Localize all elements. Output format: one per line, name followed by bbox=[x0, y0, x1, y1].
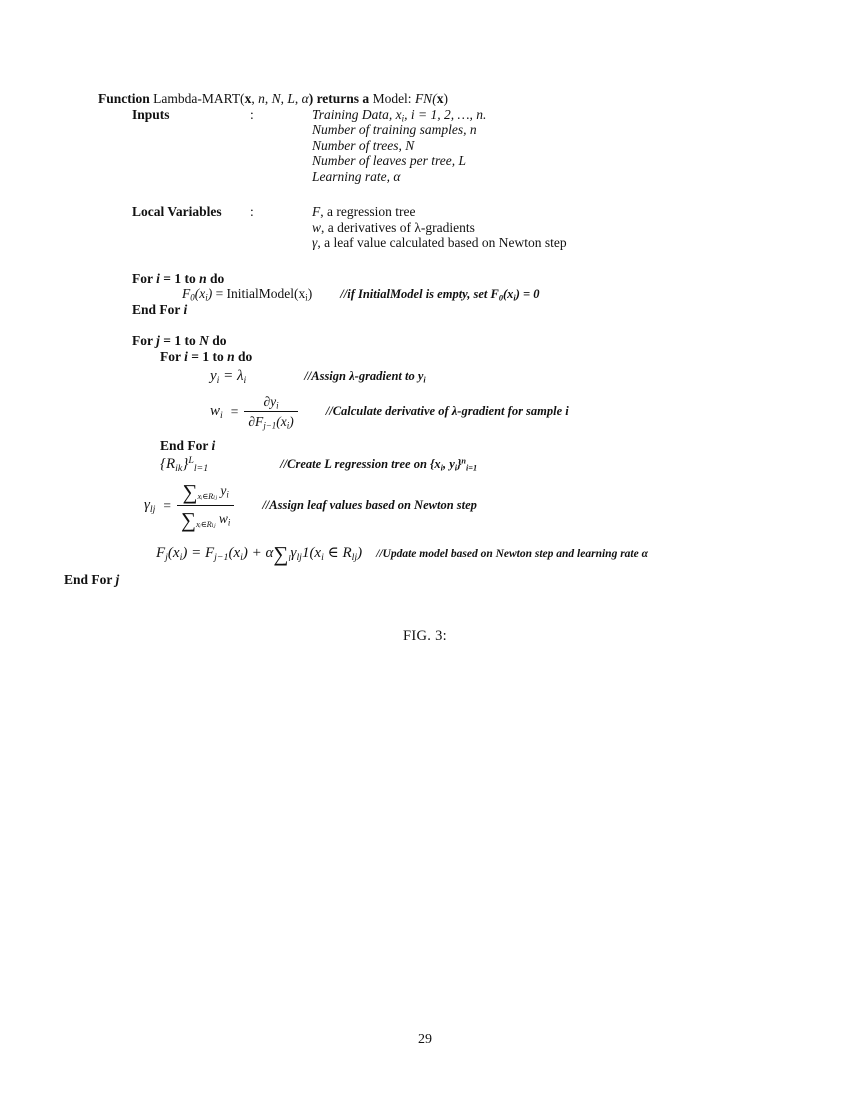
gamma-den-sub: xᵢ∈Rₗⱼ bbox=[196, 519, 216, 529]
return-arg-x: x bbox=[436, 91, 444, 106]
loop1-arg-sub: i bbox=[205, 292, 208, 303]
region-set bbox=[160, 454, 209, 474]
loop1-arg-close: ) bbox=[207, 286, 213, 301]
update-arg-close: ) bbox=[182, 545, 188, 562]
lambda-assign-comment bbox=[246, 369, 425, 383]
gamma-den-term: w bbox=[218, 510, 228, 526]
input-item-1: Number of training samples, n bbox=[312, 122, 477, 137]
inner-endfor-kw: End For bbox=[160, 438, 212, 454]
update-alpha: α bbox=[265, 545, 274, 562]
update-gamma-sub: lj bbox=[296, 551, 302, 563]
loop1-comment-sub: 0 bbox=[498, 293, 503, 303]
loop2-var-j: j bbox=[156, 333, 160, 348]
loop1-range: = 1 to bbox=[159, 270, 200, 286]
loop1-eq-close: ) bbox=[307, 286, 313, 301]
gamma-lhs bbox=[144, 498, 161, 513]
localvars-colon: : bbox=[250, 204, 254, 219]
region-set-sub: ik bbox=[175, 462, 183, 474]
gamma-line bbox=[98, 480, 798, 532]
figure-caption: FIG. 3: bbox=[403, 628, 447, 644]
loop2-inner-for-kw: For bbox=[160, 348, 185, 364]
sep-2: , bbox=[264, 91, 272, 106]
loop1-assign-expr bbox=[182, 286, 212, 301]
update-rhs-close: ) bbox=[242, 545, 248, 562]
inputs-colon-spacer-2 bbox=[250, 139, 312, 153]
derivative-equals: = bbox=[230, 403, 239, 419]
return-type: FN( bbox=[414, 91, 437, 106]
assign-y-sub: i bbox=[216, 374, 220, 386]
loop1-bound-n: n bbox=[199, 270, 207, 286]
gamma-lhs-sub: lj bbox=[149, 503, 156, 515]
inputs-row-3 bbox=[98, 154, 798, 168]
assign-eq: = bbox=[219, 368, 238, 384]
derivative-lhs bbox=[210, 404, 229, 419]
input-item-0 bbox=[312, 108, 486, 122]
tree-comment-sub2: i bbox=[454, 463, 458, 473]
inputs-colon-spacer-4 bbox=[250, 170, 312, 184]
function-signature-line bbox=[98, 92, 798, 106]
loop1-end bbox=[98, 303, 798, 317]
update-sigma: ∑ bbox=[273, 541, 289, 566]
deriv-num-partial-y: ∂y bbox=[263, 394, 277, 409]
update-gamma: γ bbox=[290, 545, 297, 562]
loop1-comment-mid: (x bbox=[502, 287, 514, 301]
input-item-4: Learning rate, α bbox=[312, 168, 401, 184]
gamma-fraction bbox=[177, 480, 234, 532]
update-rhs-arg-sub: i bbox=[240, 551, 243, 563]
update-F: F bbox=[156, 545, 166, 562]
model-label: Model: bbox=[372, 91, 412, 106]
inputs-row-1 bbox=[98, 123, 798, 137]
loop1-F: F bbox=[182, 286, 191, 301]
algorithm-listing bbox=[64, 91, 798, 588]
assign-y: y bbox=[210, 368, 217, 384]
loop2-inner-var-i: i bbox=[184, 348, 188, 364]
loop1-var-i: i bbox=[156, 270, 160, 286]
deriv-den-close: ) bbox=[289, 413, 294, 429]
localvars-label: Local Variables bbox=[132, 204, 222, 219]
loop1-endfor-var: i bbox=[183, 301, 188, 317]
param-x: x bbox=[244, 91, 252, 106]
localvars-label-spacer bbox=[132, 221, 250, 235]
update-ind-sub: i bbox=[321, 551, 324, 563]
loop1-header bbox=[98, 272, 798, 286]
tree-comment-sup: n bbox=[461, 456, 467, 466]
tree-comment-pre: //Create L regression tree on {x bbox=[280, 456, 441, 471]
localvars-row-1 bbox=[98, 221, 798, 235]
input-item-0-tail: , i = 1, 2, …, n. bbox=[404, 106, 487, 122]
spacer-after-inputs bbox=[98, 185, 798, 205]
deriv-den-partial-F: ∂F bbox=[248, 413, 264, 429]
loop2-inner-bound-n: n bbox=[227, 348, 235, 364]
loop2-endfor-kw: End For bbox=[64, 571, 116, 587]
assign-lambda-sub: i bbox=[243, 374, 247, 386]
lambda-comment-sub: i bbox=[423, 375, 426, 385]
assign-lambda: λ bbox=[237, 368, 244, 384]
deriv-den-sub: j−1 bbox=[263, 420, 277, 430]
loop2-inner-do-kw: do bbox=[234, 348, 253, 364]
localvars-colon-spacer bbox=[250, 221, 312, 235]
inputs-label-spacer-2 bbox=[132, 139, 250, 153]
gamma-numerator bbox=[177, 480, 234, 506]
gamma-num-term-sub: i bbox=[226, 489, 229, 500]
tree-comment-sub1: i bbox=[440, 463, 443, 473]
lambda-assign-line bbox=[98, 369, 798, 384]
param-N: N bbox=[271, 91, 281, 106]
gamma-num-term: y bbox=[220, 482, 227, 498]
update-rhs-sub: j−1 bbox=[214, 551, 229, 563]
loop2-inner-range: = 1 to bbox=[187, 348, 228, 364]
update-arg-sub: i bbox=[179, 551, 183, 563]
localvar-1-var: w bbox=[312, 219, 322, 235]
update-comment: //Update model based on Newton step and learning rate α bbox=[376, 547, 648, 560]
tree-comment-bottom: i=1 bbox=[466, 463, 478, 473]
derivative-denominator bbox=[244, 412, 297, 430]
loop1-arg-open: (x bbox=[194, 286, 206, 301]
deriv-den-arg-sub: i bbox=[286, 420, 290, 430]
loop2-endfor-var: j bbox=[115, 571, 120, 587]
deriv-w: w bbox=[210, 403, 221, 420]
update-F-sub: j bbox=[165, 551, 168, 563]
derivative-fraction bbox=[244, 394, 297, 429]
inputs-row-2 bbox=[98, 139, 798, 153]
regression-tree-comment bbox=[208, 458, 477, 471]
localvars-row-0 bbox=[98, 205, 798, 219]
inputs-label-spacer-3 bbox=[132, 154, 250, 168]
gamma-denominator bbox=[177, 506, 234, 532]
loop1-initialmodel bbox=[212, 286, 312, 301]
gamma-num-sub: xᵢ∈Rₗⱼ bbox=[197, 491, 217, 501]
deriv-den-arg: (x bbox=[276, 413, 287, 429]
loop1-eq-sub: i bbox=[305, 292, 308, 303]
derivative-numerator bbox=[244, 394, 297, 412]
update-eq: = F bbox=[187, 545, 215, 562]
tree-comment-close: } bbox=[457, 456, 462, 471]
sep-1: , bbox=[251, 91, 259, 106]
region-set-close: } bbox=[182, 455, 189, 472]
inputs-label: Inputs bbox=[132, 106, 170, 122]
loop1-comment-sub2: i bbox=[513, 293, 516, 303]
localvar-item-0 bbox=[312, 205, 415, 219]
update-plus: + bbox=[247, 545, 266, 562]
region-set-bottom: l=1 bbox=[193, 462, 209, 474]
spacer-after-localvars bbox=[98, 252, 798, 272]
deriv-w-sub: i bbox=[220, 409, 223, 421]
page-number: 29 bbox=[418, 1032, 432, 1047]
spacer-after-loop1 bbox=[98, 318, 798, 334]
deriv-comment-var: i bbox=[565, 404, 569, 419]
lambda-comment-pre: //Assign λ-gradient to y bbox=[304, 369, 424, 383]
gamma-den-term-sub: i bbox=[227, 517, 231, 528]
localvar-item-2 bbox=[312, 236, 567, 250]
regression-tree-line bbox=[98, 454, 798, 474]
inputs-label-spacer-4 bbox=[132, 170, 250, 184]
input-item-0-sub: i bbox=[401, 112, 405, 123]
region-set-sup: L bbox=[188, 454, 194, 466]
loop2-end bbox=[64, 573, 798, 587]
param-n: n bbox=[258, 91, 265, 106]
loop2-inner-header bbox=[98, 350, 798, 364]
localvars-row-2 bbox=[98, 236, 798, 250]
param-L: L bbox=[287, 91, 295, 106]
gamma-equals: = bbox=[163, 497, 172, 513]
function-name: Lambda-MART( bbox=[153, 91, 245, 106]
localvars-label-spacer-2 bbox=[132, 236, 250, 250]
sep-4: , bbox=[294, 91, 302, 106]
gamma-comment: //Assign leaf values based on Newton step bbox=[262, 498, 477, 513]
localvar-0-var: F bbox=[312, 204, 321, 219]
derivative-comment bbox=[298, 405, 569, 418]
tree-comment-mid: , y bbox=[442, 456, 455, 471]
param-alpha: α bbox=[301, 91, 309, 106]
loop1-comment-post: ) = 0 bbox=[515, 287, 540, 301]
update-sigma-sub: l bbox=[288, 553, 291, 563]
deriv-num-sub: i bbox=[276, 400, 279, 411]
inputs-row-0 bbox=[98, 108, 798, 122]
inputs-label-spacer bbox=[132, 123, 250, 137]
loop1-for-kw: For bbox=[132, 270, 157, 286]
loop2-bound-N: N bbox=[199, 333, 209, 348]
inner-endfor-var: i bbox=[211, 438, 216, 454]
close-paren: ) bbox=[308, 91, 314, 106]
localvars-colon-spacer-2 bbox=[250, 236, 312, 250]
input-item-2: Number of trees, N bbox=[312, 137, 415, 153]
update-indicator: 1(x bbox=[301, 545, 322, 562]
inputs-colon-spacer-3 bbox=[250, 154, 312, 168]
loop1-comment bbox=[312, 287, 539, 301]
input-item-0-text: Training Data, x bbox=[312, 106, 402, 122]
update-ind-mid: ∈ R bbox=[323, 545, 352, 562]
sep-3: , bbox=[280, 91, 288, 106]
loop2-inner-end bbox=[98, 439, 798, 453]
update-line bbox=[98, 541, 798, 566]
inputs-row-4 bbox=[98, 170, 798, 184]
update-expression bbox=[156, 541, 363, 566]
loop2-header bbox=[98, 334, 798, 348]
gamma-den-sigma: ∑ bbox=[181, 507, 197, 532]
input-item-3: Number of leaves per tree, L bbox=[312, 153, 466, 168]
update-ind-close: ) bbox=[357, 545, 363, 562]
update-rhs-arg: (x bbox=[228, 545, 241, 562]
localvar-0-desc: , a regression tree bbox=[320, 204, 416, 219]
loop1-F-sub: 0 bbox=[190, 292, 195, 303]
loop2-do-kw: do bbox=[208, 333, 227, 348]
localvar-item-1 bbox=[312, 221, 475, 235]
loop1-endfor-kw: End For bbox=[132, 301, 184, 317]
update-ind-sub2: lj bbox=[351, 551, 358, 563]
lambda-assign-expr bbox=[210, 368, 246, 384]
loop1-comment-pre: //if InitialModel is empty, set F bbox=[340, 287, 499, 301]
deriv-comment-pre: //Calculate derivative of λ-gradient for sample bbox=[325, 404, 566, 419]
localvar-2-desc: , a leaf value calculated based on Newton step bbox=[317, 235, 567, 250]
keyword-function: Function bbox=[98, 91, 150, 106]
loop1-body bbox=[98, 287, 798, 301]
derivative-line bbox=[98, 394, 798, 429]
loop2-range: = 1 to bbox=[159, 333, 200, 348]
update-arg: (x bbox=[167, 545, 180, 562]
localvar-2-var: γ bbox=[312, 235, 318, 250]
region-set-open: {R bbox=[160, 455, 176, 472]
return-close-paren: ) bbox=[443, 91, 448, 106]
gamma-symbol: γ bbox=[144, 497, 150, 514]
loop1-do-kw: do bbox=[206, 270, 225, 286]
loop1-eq: = InitialModel(x bbox=[212, 286, 306, 301]
keyword-returns: returns a bbox=[316, 91, 370, 106]
inputs-colon-spacer bbox=[250, 123, 312, 137]
localvar-1-desc: , a derivatives of λ-gradients bbox=[321, 219, 475, 235]
loop2-for-kw: For bbox=[132, 333, 157, 348]
gamma-num-sigma: ∑ bbox=[182, 479, 198, 504]
inputs-colon: : bbox=[250, 106, 254, 122]
